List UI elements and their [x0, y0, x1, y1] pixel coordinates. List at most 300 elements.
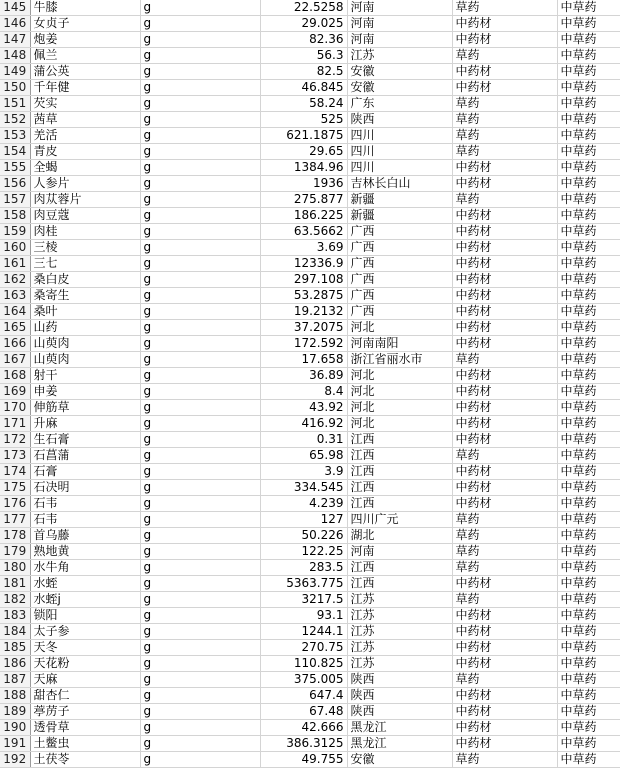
row-number[interactable]: 164	[0, 304, 30, 320]
cell-type[interactable]: 草药	[452, 512, 557, 528]
row-number[interactable]: 167	[0, 352, 30, 368]
cell-category[interactable]: 中草药	[557, 544, 620, 560]
cell-name[interactable]: 升麻	[30, 416, 140, 432]
cell-origin[interactable]: 江西	[347, 432, 452, 448]
cell-unit[interactable]: g	[140, 384, 260, 400]
cell-unit[interactable]: g	[140, 256, 260, 272]
cell-category[interactable]: 中草药	[557, 688, 620, 704]
cell-name[interactable]: 山萸肉	[30, 336, 140, 352]
cell-origin[interactable]: 浙江省丽水市	[347, 352, 452, 368]
cell-value[interactable]: 58.24	[260, 96, 347, 112]
cell-value[interactable]: 110.825	[260, 656, 347, 672]
row-number[interactable]: 169	[0, 384, 30, 400]
cell-name[interactable]: 芡实	[30, 96, 140, 112]
cell-type[interactable]: 中药材	[452, 80, 557, 96]
cell-origin[interactable]: 四川	[347, 128, 452, 144]
cell-origin[interactable]: 河南南阳	[347, 336, 452, 352]
cell-type[interactable]: 中药材	[452, 576, 557, 592]
cell-origin[interactable]: 江西	[347, 496, 452, 512]
row-number[interactable]: 159	[0, 224, 30, 240]
cell-value[interactable]: 621.1875	[260, 128, 347, 144]
cell-unit[interactable]: g	[140, 48, 260, 64]
cell-value[interactable]: 1384.96	[260, 160, 347, 176]
cell-type[interactable]: 中药材	[452, 736, 557, 752]
cell-name[interactable]: 山萸肉	[30, 352, 140, 368]
cell-value[interactable]: 3.69	[260, 240, 347, 256]
cell-name[interactable]: 水蛭j	[30, 592, 140, 608]
cell-category[interactable]: 中草药	[557, 144, 620, 160]
row-number[interactable]: 168	[0, 368, 30, 384]
cell-name[interactable]: 人参片	[30, 176, 140, 192]
cell-value[interactable]: 647.4	[260, 688, 347, 704]
cell-origin[interactable]: 江西	[347, 448, 452, 464]
cell-name[interactable]: 三七	[30, 256, 140, 272]
cell-value[interactable]: 37.2075	[260, 320, 347, 336]
cell-unit[interactable]: g	[140, 448, 260, 464]
row-number[interactable]: 174	[0, 464, 30, 480]
row-number[interactable]: 189	[0, 704, 30, 720]
cell-category[interactable]: 中草药	[557, 128, 620, 144]
cell-category[interactable]: 中草药	[557, 240, 620, 256]
cell-value[interactable]: 49.755	[260, 752, 347, 768]
cell-type[interactable]: 中药材	[452, 320, 557, 336]
row-number[interactable]: 185	[0, 640, 30, 656]
cell-name[interactable]: 肉豆蔻	[30, 208, 140, 224]
cell-category[interactable]: 中草药	[557, 80, 620, 96]
cell-category[interactable]: 中草药	[557, 512, 620, 528]
cell-type[interactable]: 中药材	[452, 464, 557, 480]
cell-name[interactable]: 佩兰	[30, 48, 140, 64]
cell-origin[interactable]: 河北	[347, 384, 452, 400]
cell-name[interactable]: 石决明	[30, 480, 140, 496]
cell-name[interactable]: 葶苈子	[30, 704, 140, 720]
cell-value[interactable]: 3217.5	[260, 592, 347, 608]
row-number[interactable]: 165	[0, 320, 30, 336]
row-number[interactable]: 190	[0, 720, 30, 736]
cell-type[interactable]: 中药材	[452, 176, 557, 192]
row-number[interactable]: 171	[0, 416, 30, 432]
cell-category[interactable]: 中草药	[557, 192, 620, 208]
cell-origin[interactable]: 江苏	[347, 624, 452, 640]
cell-type[interactable]: 中药材	[452, 224, 557, 240]
cell-unit[interactable]: g	[140, 208, 260, 224]
cell-origin[interactable]: 吉林长白山	[347, 176, 452, 192]
cell-type[interactable]: 中药材	[452, 384, 557, 400]
cell-origin[interactable]: 陕西	[347, 112, 452, 128]
cell-unit[interactable]: g	[140, 576, 260, 592]
cell-origin[interactable]: 新疆	[347, 192, 452, 208]
cell-value[interactable]: 375.005	[260, 672, 347, 688]
cell-category[interactable]: 中草药	[557, 400, 620, 416]
cell-name[interactable]: 全蝎	[30, 160, 140, 176]
cell-category[interactable]: 中草药	[557, 704, 620, 720]
cell-value[interactable]: 36.89	[260, 368, 347, 384]
cell-origin[interactable]: 安徽	[347, 80, 452, 96]
row-number[interactable]: 182	[0, 592, 30, 608]
cell-unit[interactable]: g	[140, 128, 260, 144]
cell-category[interactable]: 中草药	[557, 656, 620, 672]
cell-unit[interactable]: g	[140, 704, 260, 720]
cell-unit[interactable]: g	[140, 752, 260, 768]
row-number[interactable]: 187	[0, 672, 30, 688]
cell-name[interactable]: 甜杏仁	[30, 688, 140, 704]
row-number[interactable]: 175	[0, 480, 30, 496]
cell-name[interactable]: 女贞子	[30, 16, 140, 32]
cell-value[interactable]: 56.3	[260, 48, 347, 64]
cell-value[interactable]: 82.36	[260, 32, 347, 48]
cell-unit[interactable]: g	[140, 512, 260, 528]
cell-type[interactable]: 草药	[452, 352, 557, 368]
cell-unit[interactable]: g	[140, 112, 260, 128]
cell-value[interactable]: 67.48	[260, 704, 347, 720]
cell-unit[interactable]: g	[140, 624, 260, 640]
cell-name[interactable]: 土鳖虫	[30, 736, 140, 752]
cell-value[interactable]: 0.31	[260, 432, 347, 448]
cell-unit[interactable]: g	[140, 560, 260, 576]
cell-origin[interactable]: 江西	[347, 576, 452, 592]
cell-unit[interactable]: g	[140, 544, 260, 560]
cell-name[interactable]: 山药	[30, 320, 140, 336]
cell-unit[interactable]: g	[140, 480, 260, 496]
cell-unit[interactable]: g	[140, 192, 260, 208]
cell-value[interactable]: 29.65	[260, 144, 347, 160]
cell-origin[interactable]: 陕西	[347, 672, 452, 688]
cell-unit[interactable]: g	[140, 16, 260, 32]
cell-category[interactable]: 中草药	[557, 672, 620, 688]
cell-unit[interactable]: g	[140, 304, 260, 320]
cell-type[interactable]: 中药材	[452, 400, 557, 416]
row-number[interactable]: 161	[0, 256, 30, 272]
cell-origin[interactable]: 广西	[347, 256, 452, 272]
cell-unit[interactable]: g	[140, 416, 260, 432]
row-number[interactable]: 156	[0, 176, 30, 192]
cell-category[interactable]: 中草药	[557, 48, 620, 64]
cell-type[interactable]: 草药	[452, 448, 557, 464]
cell-value[interactable]: 19.2132	[260, 304, 347, 320]
row-number[interactable]: 186	[0, 656, 30, 672]
cell-category[interactable]: 中草药	[557, 272, 620, 288]
cell-type[interactable]: 草药	[452, 0, 557, 16]
row-number[interactable]: 184	[0, 624, 30, 640]
row-number[interactable]: 191	[0, 736, 30, 752]
cell-origin[interactable]: 江苏	[347, 656, 452, 672]
cell-name[interactable]: 锁阳	[30, 608, 140, 624]
cell-unit[interactable]: g	[140, 688, 260, 704]
cell-unit[interactable]: g	[140, 96, 260, 112]
cell-name[interactable]: 透骨草	[30, 720, 140, 736]
cell-name[interactable]: 石韦	[30, 496, 140, 512]
cell-origin[interactable]: 江西	[347, 464, 452, 480]
cell-type[interactable]: 草药	[452, 752, 557, 768]
cell-category[interactable]: 中草药	[557, 624, 620, 640]
cell-name[interactable]: 千年健	[30, 80, 140, 96]
row-number[interactable]: 160	[0, 240, 30, 256]
cell-name[interactable]: 太子参	[30, 624, 140, 640]
row-number[interactable]: 183	[0, 608, 30, 624]
cell-category[interactable]: 中草药	[557, 32, 620, 48]
cell-name[interactable]: 蒲公英	[30, 64, 140, 80]
cell-type[interactable]: 草药	[452, 592, 557, 608]
row-number[interactable]: 153	[0, 128, 30, 144]
cell-unit[interactable]: g	[140, 672, 260, 688]
cell-value[interactable]: 50.226	[260, 528, 347, 544]
cell-category[interactable]: 中草药	[557, 592, 620, 608]
cell-category[interactable]: 中草药	[557, 64, 620, 80]
row-number[interactable]: 149	[0, 64, 30, 80]
cell-category[interactable]: 中草药	[557, 464, 620, 480]
cell-value[interactable]: 334.545	[260, 480, 347, 496]
cell-origin[interactable]: 广西	[347, 288, 452, 304]
row-number[interactable]: 151	[0, 96, 30, 112]
cell-type[interactable]: 中药材	[452, 640, 557, 656]
cell-name[interactable]: 桑叶	[30, 304, 140, 320]
row-number[interactable]: 152	[0, 112, 30, 128]
row-number[interactable]: 150	[0, 80, 30, 96]
cell-type[interactable]: 中药材	[452, 432, 557, 448]
cell-category[interactable]: 中草药	[557, 288, 620, 304]
cell-type[interactable]: 中药材	[452, 416, 557, 432]
cell-origin[interactable]: 广西	[347, 272, 452, 288]
cell-category[interactable]: 中草药	[557, 160, 620, 176]
cell-value[interactable]: 4.239	[260, 496, 347, 512]
row-number[interactable]: 166	[0, 336, 30, 352]
cell-unit[interactable]: g	[140, 160, 260, 176]
row-number[interactable]: 170	[0, 400, 30, 416]
row-number[interactable]: 178	[0, 528, 30, 544]
cell-origin[interactable]: 四川	[347, 144, 452, 160]
cell-name[interactable]: 水牛角	[30, 560, 140, 576]
cell-type[interactable]: 中药材	[452, 240, 557, 256]
cell-name[interactable]: 天冬	[30, 640, 140, 656]
cell-origin[interactable]: 广西	[347, 304, 452, 320]
cell-origin[interactable]: 河南	[347, 544, 452, 560]
cell-unit[interactable]: g	[140, 640, 260, 656]
cell-value[interactable]: 3.9	[260, 464, 347, 480]
cell-type[interactable]: 中药材	[452, 272, 557, 288]
cell-type[interactable]: 中药材	[452, 480, 557, 496]
cell-value[interactable]: 283.5	[260, 560, 347, 576]
cell-unit[interactable]: g	[140, 320, 260, 336]
row-number[interactable]: 154	[0, 144, 30, 160]
cell-unit[interactable]: g	[140, 592, 260, 608]
row-number[interactable]: 181	[0, 576, 30, 592]
cell-category[interactable]: 中草药	[557, 224, 620, 240]
cell-category[interactable]: 中草药	[557, 256, 620, 272]
cell-category[interactable]: 中草药	[557, 336, 620, 352]
cell-name[interactable]: 石膏	[30, 464, 140, 480]
cell-name[interactable]: 牛膝	[30, 0, 140, 16]
row-number[interactable]: 179	[0, 544, 30, 560]
cell-category[interactable]: 中草药	[557, 432, 620, 448]
cell-value[interactable]: 122.25	[260, 544, 347, 560]
cell-origin[interactable]: 四川广元	[347, 512, 452, 528]
row-number[interactable]: 172	[0, 432, 30, 448]
cell-unit[interactable]: g	[140, 0, 260, 16]
cell-value[interactable]: 416.92	[260, 416, 347, 432]
cell-name[interactable]: 石菖蒲	[30, 448, 140, 464]
cell-type[interactable]: 中药材	[452, 32, 557, 48]
cell-type[interactable]: 中药材	[452, 160, 557, 176]
cell-category[interactable]: 中草药	[557, 736, 620, 752]
cell-type[interactable]: 草药	[452, 672, 557, 688]
cell-unit[interactable]: g	[140, 368, 260, 384]
cell-category[interactable]: 中草药	[557, 208, 620, 224]
cell-category[interactable]: 中草药	[557, 496, 620, 512]
cell-value[interactable]: 82.5	[260, 64, 347, 80]
cell-name[interactable]: 熟地黄	[30, 544, 140, 560]
cell-value[interactable]: 53.2875	[260, 288, 347, 304]
cell-name[interactable]: 石韦	[30, 512, 140, 528]
cell-origin[interactable]: 广西	[347, 224, 452, 240]
cell-name[interactable]: 首乌藤	[30, 528, 140, 544]
cell-origin[interactable]: 江苏	[347, 592, 452, 608]
cell-value[interactable]: 63.5662	[260, 224, 347, 240]
cell-origin[interactable]: 江苏	[347, 640, 452, 656]
cell-value[interactable]: 297.108	[260, 272, 347, 288]
cell-category[interactable]: 中草药	[557, 320, 620, 336]
cell-unit[interactable]: g	[140, 272, 260, 288]
cell-category[interactable]: 中草药	[557, 384, 620, 400]
cell-category[interactable]: 中草药	[557, 176, 620, 192]
cell-origin[interactable]: 河北	[347, 320, 452, 336]
cell-type[interactable]: 中药材	[452, 208, 557, 224]
cell-category[interactable]: 中草药	[557, 560, 620, 576]
cell-name[interactable]: 羌活	[30, 128, 140, 144]
row-number[interactable]: 180	[0, 560, 30, 576]
cell-name[interactable]: 三棱	[30, 240, 140, 256]
cell-value[interactable]: 29.025	[260, 16, 347, 32]
cell-name[interactable]: 炮姜	[30, 32, 140, 48]
cell-origin[interactable]: 黑龙江	[347, 736, 452, 752]
cell-value[interactable]: 22.5258	[260, 0, 347, 16]
cell-unit[interactable]: g	[140, 64, 260, 80]
cell-value[interactable]: 43.92	[260, 400, 347, 416]
cell-value[interactable]: 275.877	[260, 192, 347, 208]
cell-type[interactable]: 草药	[452, 560, 557, 576]
cell-name[interactable]: 桑白皮	[30, 272, 140, 288]
cell-category[interactable]: 中草药	[557, 576, 620, 592]
cell-type[interactable]: 草药	[452, 144, 557, 160]
cell-origin[interactable]: 广西	[347, 240, 452, 256]
cell-type[interactable]: 中药材	[452, 256, 557, 272]
cell-unit[interactable]: g	[140, 336, 260, 352]
cell-unit[interactable]: g	[140, 432, 260, 448]
cell-origin[interactable]: 陕西	[347, 704, 452, 720]
cell-type[interactable]: 中药材	[452, 704, 557, 720]
cell-origin[interactable]: 河南	[347, 32, 452, 48]
cell-name[interactable]: 伸筋草	[30, 400, 140, 416]
cell-value[interactable]: 1244.1	[260, 624, 347, 640]
cell-unit[interactable]: g	[140, 464, 260, 480]
cell-origin[interactable]: 河南	[347, 0, 452, 16]
cell-unit[interactable]: g	[140, 32, 260, 48]
cell-origin[interactable]: 安徽	[347, 752, 452, 768]
row-number[interactable]: 173	[0, 448, 30, 464]
cell-origin[interactable]: 广东	[347, 96, 452, 112]
cell-type[interactable]: 中药材	[452, 64, 557, 80]
cell-unit[interactable]: g	[140, 80, 260, 96]
cell-type[interactable]: 草药	[452, 96, 557, 112]
cell-name[interactable]: 申姜	[30, 384, 140, 400]
cell-origin[interactable]: 河北	[347, 416, 452, 432]
cell-unit[interactable]: g	[140, 720, 260, 736]
cell-name[interactable]: 生石膏	[30, 432, 140, 448]
cell-type[interactable]: 草药	[452, 48, 557, 64]
cell-type[interactable]: 中药材	[452, 608, 557, 624]
cell-type[interactable]: 草药	[452, 528, 557, 544]
cell-unit[interactable]: g	[140, 608, 260, 624]
cell-name[interactable]: 天麻	[30, 672, 140, 688]
cell-unit[interactable]: g	[140, 528, 260, 544]
row-number[interactable]: 162	[0, 272, 30, 288]
cell-name[interactable]: 水蛭	[30, 576, 140, 592]
cell-value[interactable]: 172.592	[260, 336, 347, 352]
cell-name[interactable]: 桑寄生	[30, 288, 140, 304]
cell-type[interactable]: 中药材	[452, 720, 557, 736]
cell-category[interactable]: 中草药	[557, 448, 620, 464]
row-number[interactable]: 163	[0, 288, 30, 304]
row-number[interactable]: 145	[0, 0, 30, 16]
row-number[interactable]: 177	[0, 512, 30, 528]
cell-name[interactable]: 土茯苓	[30, 752, 140, 768]
row-number[interactable]: 146	[0, 16, 30, 32]
cell-unit[interactable]: g	[140, 400, 260, 416]
cell-type[interactable]: 草药	[452, 128, 557, 144]
cell-type[interactable]: 中药材	[452, 656, 557, 672]
cell-origin[interactable]: 河南	[347, 16, 452, 32]
cell-category[interactable]: 中草药	[557, 752, 620, 768]
cell-name[interactable]: 茜草	[30, 112, 140, 128]
cell-value[interactable]: 42.666	[260, 720, 347, 736]
cell-value[interactable]: 1936	[260, 176, 347, 192]
cell-origin[interactable]: 黑龙江	[347, 720, 452, 736]
cell-category[interactable]: 中草药	[557, 368, 620, 384]
cell-type[interactable]: 中药材	[452, 624, 557, 640]
cell-category[interactable]: 中草药	[557, 112, 620, 128]
cell-origin[interactable]: 江西	[347, 480, 452, 496]
cell-category[interactable]: 中草药	[557, 480, 620, 496]
cell-value[interactable]: 65.98	[260, 448, 347, 464]
cell-origin[interactable]: 安徽	[347, 64, 452, 80]
cell-name[interactable]: 射干	[30, 368, 140, 384]
cell-type[interactable]: 中药材	[452, 368, 557, 384]
cell-type[interactable]: 草药	[452, 192, 557, 208]
cell-value[interactable]: 12336.9	[260, 256, 347, 272]
cell-name[interactable]: 天花粉	[30, 656, 140, 672]
cell-category[interactable]: 中草药	[557, 416, 620, 432]
cell-name[interactable]: 青皮	[30, 144, 140, 160]
row-number[interactable]: 155	[0, 160, 30, 176]
cell-type[interactable]: 草药	[452, 544, 557, 560]
cell-unit[interactable]: g	[140, 224, 260, 240]
cell-unit[interactable]: g	[140, 496, 260, 512]
row-number[interactable]: 192	[0, 752, 30, 768]
cell-category[interactable]: 中草药	[557, 608, 620, 624]
cell-origin[interactable]: 四川	[347, 160, 452, 176]
cell-value[interactable]: 93.1	[260, 608, 347, 624]
row-number[interactable]: 148	[0, 48, 30, 64]
cell-unit[interactable]: g	[140, 176, 260, 192]
cell-origin[interactable]: 陕西	[347, 688, 452, 704]
cell-origin[interactable]: 江苏	[347, 48, 452, 64]
cell-origin[interactable]: 江苏	[347, 608, 452, 624]
cell-value[interactable]: 46.845	[260, 80, 347, 96]
cell-unit[interactable]: g	[140, 352, 260, 368]
cell-unit[interactable]: g	[140, 144, 260, 160]
row-number[interactable]: 147	[0, 32, 30, 48]
cell-value[interactable]: 525	[260, 112, 347, 128]
cell-type[interactable]: 中药材	[452, 336, 557, 352]
